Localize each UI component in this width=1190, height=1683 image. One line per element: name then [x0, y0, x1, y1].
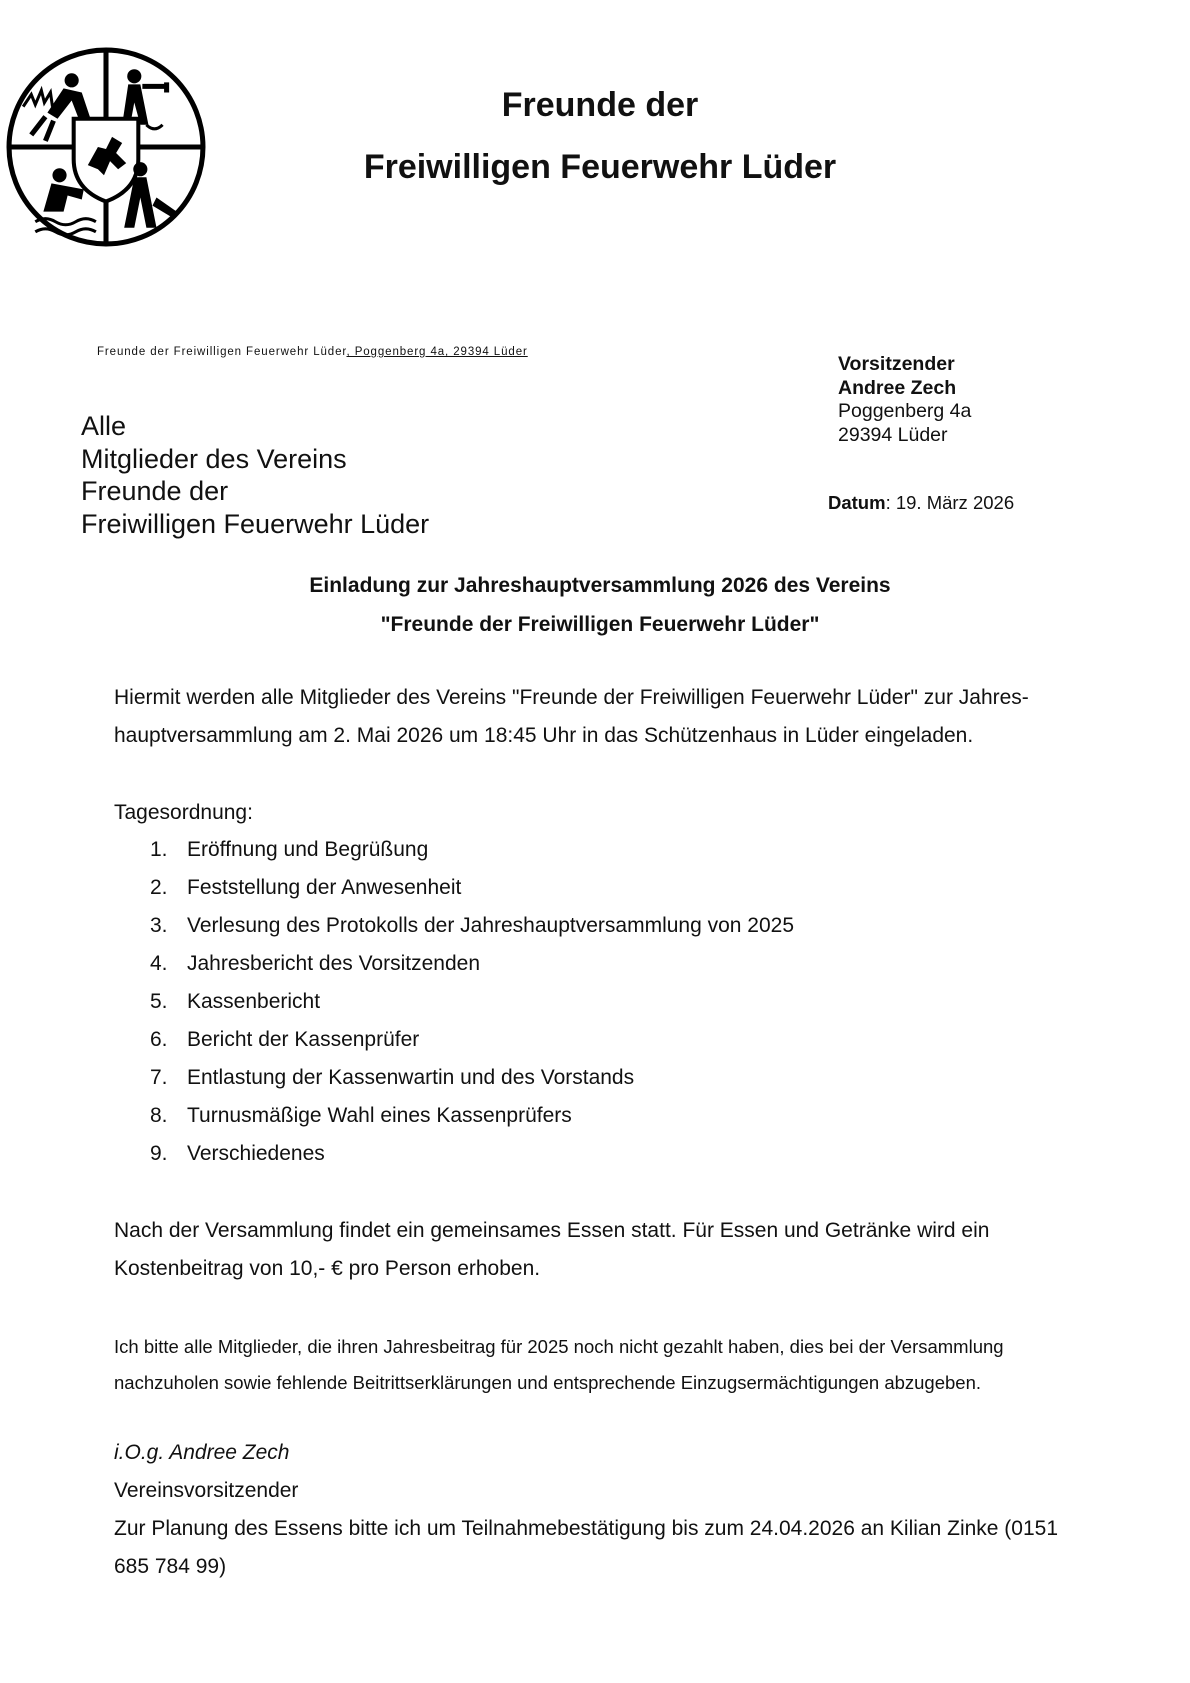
fees-line: nachzuholen sowie fehlende Beitrittserklärungen und entsprechende Einzugsermächtigungen abzugeben.: [114, 1372, 982, 1393]
rsvp-paragraph: [114, 1510, 1084, 1586]
dinner-line: Kostenbeitrag von 10,- € pro Person erhoben.: [114, 1257, 541, 1280]
agenda-item-number: 9.: [150, 1142, 168, 1165]
agenda-item-number: 2.: [150, 876, 168, 899]
recipient-line: Alle: [81, 411, 127, 441]
dinner-paragraph: [114, 1212, 1084, 1288]
subject-line-2: "Freunde der Freiwilligen Feuerwehr Lüder": [380, 613, 820, 636]
agenda-item-text: Entlastung der Kassenwartin und des Vorstands: [187, 1066, 635, 1089]
intro-line: Hiermit werden alle Mitglieder des Vereins "Freunde der Freiwilligen Feuerwehr Lüder" zur Jahres-: [114, 686, 1029, 709]
agenda-item: [150, 831, 794, 869]
fees-line: Ich bitte alle Mitglieder, die ihren Jahresbeitrag für 2025 noch nicht gezahlt haben, dies bei der Versammlung: [114, 1336, 1004, 1357]
agenda-item-text: Feststellung der Anwesenheit: [187, 876, 462, 899]
rsvp-line: Zur Planung des Essens bitte ich um Teilnahmebestätigung bis zum 24.04.2026 an Kilian Zinke (0151: [114, 1517, 1059, 1540]
agenda-item-text: Verlesung des Protokolls der Jahreshauptversammlung von 2025: [187, 914, 795, 937]
contact-name: Andree Zech: [838, 376, 957, 399]
fees-paragraph: [114, 1329, 1084, 1401]
recipient-line: Freunde der: [81, 476, 229, 506]
agenda-item-number: 4.: [150, 952, 168, 975]
intro-line: hauptversammlung am 2. Mai 2026 um 18:45 Uhr in das Schützenhaus in Lüder eingeladen.: [114, 724, 974, 747]
sender-return-address: [97, 346, 528, 358]
agenda-list: [150, 831, 794, 1173]
agenda-item: [150, 1135, 794, 1173]
recipient-block: [81, 410, 429, 540]
sender-address: , Poggenberg 4a, 29394 Lüder: [346, 346, 528, 358]
subject-line-1: Einladung zur Jahreshauptversammlung 2026 des Vereins: [309, 574, 891, 597]
agenda-item-text: Jahresbericht des Vorsitzenden: [187, 952, 481, 975]
agenda-item-number: 5.: [150, 990, 168, 1013]
agenda-item: [150, 945, 794, 983]
agenda-item-text: Eröffnung und Begrüßung: [187, 838, 429, 861]
sender-org: Freunde der Freiwilligen Feuerwehr Lüder: [97, 346, 347, 358]
contact-role: Vorsitzender: [838, 353, 955, 375]
agenda-item: [150, 1059, 794, 1097]
agenda-item-number: 7.: [150, 1066, 168, 1089]
letter-date: [828, 492, 1014, 514]
agenda-item: [150, 1097, 794, 1135]
agenda-item-number: 6.: [150, 1028, 168, 1051]
agenda-item-number: 1.: [150, 838, 168, 861]
agenda-item-text: Verschiedenes: [187, 1142, 325, 1165]
agenda-item-text: Kassenbericht: [187, 990, 321, 1013]
title-line-2: Freiwilligen Feuerwehr Lüder: [363, 148, 837, 186]
letterhead-title: [300, 80, 900, 192]
agenda-item: [150, 869, 794, 907]
agenda-item-number: 3.: [150, 914, 168, 937]
rsvp-line: 685 784 99): [114, 1555, 227, 1578]
intro-paragraph: [114, 679, 1084, 755]
agenda-item-number: 8.: [150, 1104, 168, 1127]
recipient-line: Freiwilligen Feuerwehr Lüder: [81, 508, 430, 539]
agenda-item: [150, 907, 794, 945]
recipient-line: Mitglieder des Vereins: [81, 443, 347, 474]
date-value: : 19. März 2026: [885, 492, 1015, 513]
signature-role: Vereinsvorsitzender: [114, 1479, 299, 1502]
fire-brigade-emblem-icon: [5, 46, 207, 248]
contact-block: [838, 353, 971, 447]
dinner-line: Nach der Versammlung findet ein gemeinsames Essen statt. Für Essen und Getränke wird ein: [114, 1219, 990, 1242]
agenda-item-text: Bericht der Kassenprüfer: [187, 1028, 420, 1051]
agenda-item: [150, 1021, 794, 1059]
contact-street: Poggenberg 4a: [838, 400, 972, 422]
agenda-item: [150, 983, 794, 1021]
signature-name: i.O.g. Andree Zech: [114, 1441, 290, 1464]
letter-subject: [200, 566, 1000, 644]
agenda-item-text: Turnusmäßige Wahl eines Kassenprüfers: [187, 1104, 572, 1127]
date-label: Datum: [828, 492, 886, 513]
agenda-title: Tagesordnung:: [114, 801, 253, 824]
title-line-1: Freunde der: [501, 86, 699, 124]
contact-city: 29394 Lüder: [838, 423, 948, 446]
